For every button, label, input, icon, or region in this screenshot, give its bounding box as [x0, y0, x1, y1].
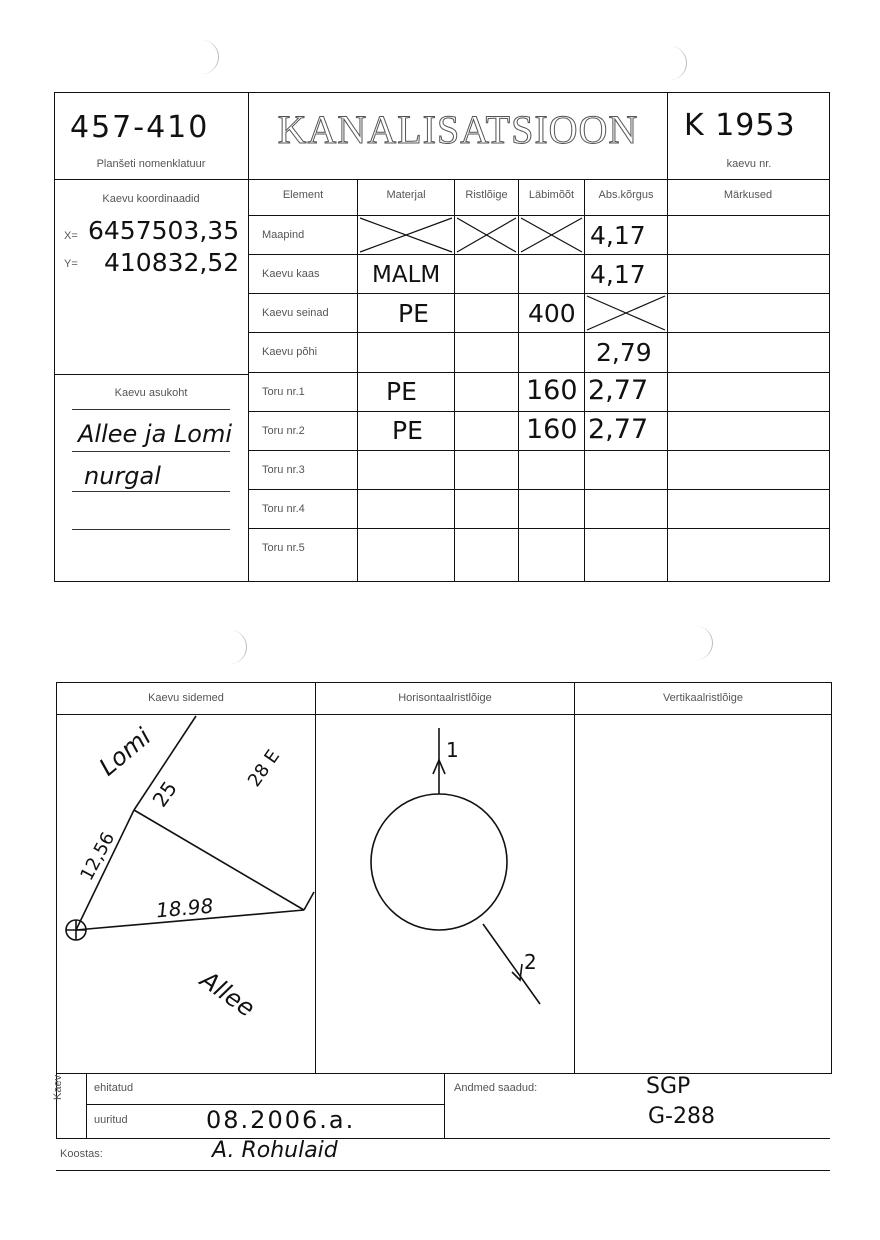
- surveyed-date: 08.2006.a.: [206, 1106, 356, 1134]
- nomenclature-label: Planšeti nomenklatuur: [96, 158, 206, 170]
- pipe-2-label: 2: [524, 950, 537, 974]
- compiled-by-label: Koostas:: [60, 1148, 103, 1160]
- row-element-name: Kaevu kaas: [262, 268, 320, 280]
- col-header-material: Materjal: [386, 189, 426, 201]
- diameter-pipe1: 160: [526, 375, 578, 406]
- row-element-name: Toru nr.2: [262, 425, 305, 437]
- dimension-12-56: 12,56: [76, 828, 120, 885]
- x-prefix: X=: [64, 230, 78, 242]
- street-label-lomi: Lomi: [93, 722, 157, 782]
- well-number-label: kaevu nr.: [726, 158, 772, 170]
- material-lid: MALM: [372, 262, 441, 288]
- row-element-name: Maapind: [262, 229, 305, 241]
- col-header-cross-section: Ristlõige: [465, 189, 508, 201]
- nomenclature-value: 457-410: [70, 110, 210, 145]
- well-side-label: Kaev: [52, 1074, 64, 1100]
- data-source-value: SGP: [646, 1074, 691, 1099]
- diameter-pipe2: 160: [526, 414, 578, 445]
- abs-height-pipe2: 2,77: [588, 414, 649, 445]
- y-prefix: Y=: [64, 258, 78, 270]
- row-element-name: Toru nr.1: [262, 386, 305, 398]
- y-coordinate-value: 410832,52: [104, 248, 240, 277]
- abs-height-lid: 4,17: [590, 260, 646, 289]
- data-source-label: Andmed saadud:: [454, 1082, 538, 1094]
- row-element-name: Kaevu põhi: [262, 346, 318, 358]
- row-element-name: Toru nr.3: [262, 464, 305, 476]
- diameter-walls: 400: [528, 299, 576, 328]
- location-line2: nurgal: [84, 462, 161, 490]
- dimension-18-98: 18.98: [155, 893, 215, 923]
- col-header-element: Element: [282, 189, 324, 201]
- coordinates-label: Kaevu koordinaadid: [102, 193, 200, 205]
- compiled-by-signature: A. Rohulaid: [212, 1138, 338, 1163]
- col-header-diameter: Läbimõõt: [528, 189, 575, 201]
- abs-height-pipe1: 2,77: [588, 375, 649, 406]
- x-coordinate-value: 6457503,35: [88, 216, 240, 245]
- pipe-1-label: 1: [446, 738, 459, 762]
- form-title: KANALISATSIOON: [277, 107, 639, 152]
- abs-height-bottom: 2,79: [596, 338, 652, 367]
- dimension-25: 25: [147, 776, 182, 812]
- abs-height-ground: 4,17: [590, 221, 646, 250]
- material-walls: PE: [398, 299, 429, 328]
- row-element-name: Toru nr.4: [262, 503, 305, 515]
- sketch-header-vertical: Vertikaalristlõige: [662, 692, 744, 704]
- sketch-header-ties: Kaevu sidemed: [148, 692, 224, 704]
- well-number: K 1953: [684, 108, 796, 143]
- col-header-abs-height: Abs.kõrgus: [598, 189, 654, 201]
- row-element-name: Kaevu seinad: [262, 307, 329, 319]
- built-label: ehitatud: [94, 1082, 134, 1094]
- location-label: Kaevu asukoht: [114, 387, 188, 399]
- data-source-code: G-288: [648, 1104, 715, 1129]
- street-label-allee: Allee: [195, 965, 260, 1023]
- row-element-name: Toru nr.5: [262, 542, 305, 554]
- house-number-label: 28 E: [243, 746, 285, 791]
- surveyed-label: uuritud: [94, 1114, 128, 1126]
- material-pipe2: PE: [392, 416, 423, 445]
- material-pipe1: PE: [386, 377, 417, 406]
- sketch-header-horizontal: Horisontaalristlõige: [398, 692, 492, 704]
- location-line1: Allee ja Lomi: [78, 420, 233, 448]
- col-header-notes: Märkused: [723, 189, 773, 201]
